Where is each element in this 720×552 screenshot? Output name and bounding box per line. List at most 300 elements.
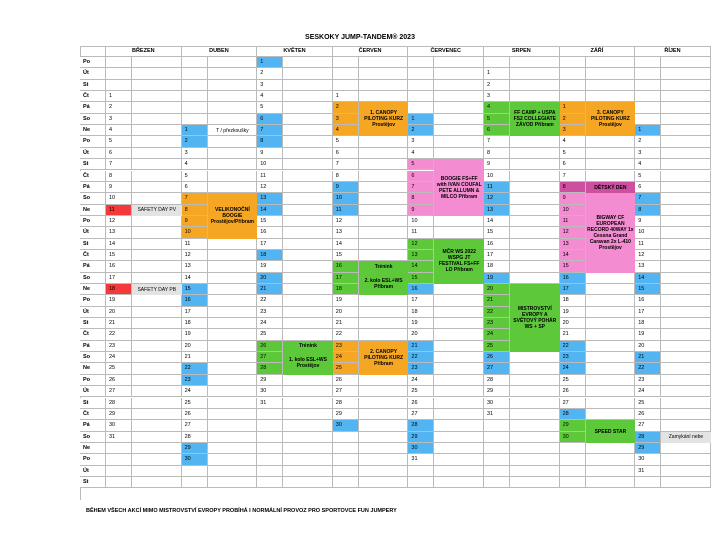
day-number-cell — [257, 454, 283, 465]
event-cell — [661, 363, 711, 374]
event-cell — [283, 250, 333, 261]
day-number: 25 — [333, 363, 359, 374]
day-number: 4 — [408, 148, 434, 159]
weekday-label: Pá — [80, 102, 106, 113]
day-number: 4 — [257, 91, 283, 102]
day-number-cell — [635, 114, 661, 125]
event-cell — [208, 341, 258, 352]
day-number-cell — [257, 443, 283, 454]
event-cell — [661, 193, 711, 204]
day-number-cell — [484, 454, 510, 465]
event-cell — [510, 386, 560, 397]
event-cell — [510, 363, 560, 374]
day-number: 2 — [106, 102, 132, 113]
event-cell — [510, 148, 560, 159]
day-number: 5 — [182, 171, 208, 182]
event-cell — [208, 352, 258, 363]
weekday-label: Pá — [80, 341, 106, 352]
weekday-label: St — [80, 80, 106, 91]
day-number: 26 — [106, 375, 132, 386]
day-number: 30 — [635, 454, 661, 465]
day-number: 16 — [333, 261, 359, 272]
event-cell — [208, 171, 258, 182]
day-number: 8 — [635, 205, 661, 216]
day-number: 4 — [484, 102, 510, 113]
day-number-cell — [408, 477, 434, 488]
event-cell — [661, 159, 711, 170]
event-block: VELIKONOČNÍ BOOGIE Prostějov/Příbram — [208, 193, 258, 238]
weekday-label: St — [80, 477, 106, 488]
event-block: FF CAMP + USPA FS2 COLLEGIATE ZÁVOD Příbram — [510, 102, 560, 136]
event-cell — [661, 261, 711, 272]
event-cell — [208, 329, 258, 340]
day-number: 5 — [560, 148, 586, 159]
day-number-cell — [257, 409, 283, 420]
event-cell — [132, 148, 182, 159]
day-number: 30 — [484, 398, 510, 409]
day-number: 1 — [560, 102, 586, 113]
day-number-cell — [560, 57, 586, 68]
event-cell — [359, 386, 409, 397]
weekday-label: Út — [80, 307, 106, 318]
day-number: 3 — [257, 80, 283, 91]
day-number: 6 — [635, 182, 661, 193]
footer-note: BĚHEM VŠECH AKCÍ MIMO MISTROVSTVÍ EVROPY PROBÍHÁ I NORMÁLNÍ PROVOZ PRO SPORTOVCE FUN JUMPERY — [86, 508, 397, 514]
day-number-cell — [635, 477, 661, 488]
day-number-cell — [182, 477, 208, 488]
day-number: 9 — [635, 216, 661, 227]
day-number: 21 — [635, 352, 661, 363]
event-cell — [661, 420, 711, 431]
day-number: 5 — [484, 114, 510, 125]
day-number: 18 — [560, 295, 586, 306]
weekday-label: Út — [80, 227, 106, 238]
event-cell — [586, 341, 636, 352]
day-number: 19 — [182, 329, 208, 340]
day-number: 13 — [257, 193, 283, 204]
weekday-label: St — [80, 398, 106, 409]
day-number: 2 — [333, 102, 359, 113]
event-cell — [434, 318, 484, 329]
day-number: 1 — [257, 57, 283, 68]
event-cell — [132, 91, 182, 102]
event-cell — [586, 318, 636, 329]
event-block: 1. kolo ESL+WS Prostějov — [283, 352, 333, 375]
day-number: 18 — [408, 307, 434, 318]
weekday-label: Čt — [80, 409, 106, 420]
day-number: 12 — [257, 182, 283, 193]
event-cell — [586, 454, 636, 465]
day-number-cell — [484, 443, 510, 454]
day-number: 15 — [484, 227, 510, 238]
event-block: 2. kolo ESL+WS Příbram — [359, 273, 409, 296]
day-number: 7 — [182, 193, 208, 204]
day-number: 13 — [182, 261, 208, 272]
day-number: 25 — [560, 375, 586, 386]
day-number: 6 — [333, 148, 359, 159]
day-number: 14 — [635, 273, 661, 284]
day-number: 4 — [182, 159, 208, 170]
event-cell — [132, 443, 182, 454]
day-number: 3 — [408, 136, 434, 147]
day-number: 5 — [635, 171, 661, 182]
event-cell — [359, 80, 409, 91]
event-cell — [283, 114, 333, 125]
event-cell — [510, 375, 560, 386]
event-cell — [434, 443, 484, 454]
month-header: ZÁŘÍ — [560, 46, 636, 57]
day-number-cell — [333, 443, 359, 454]
day-number: 12 — [333, 216, 359, 227]
day-number-cell — [182, 57, 208, 68]
day-number: 20 — [635, 341, 661, 352]
day-number: 28 — [484, 375, 510, 386]
day-number: 24 — [560, 363, 586, 374]
day-number: 23 — [408, 363, 434, 374]
day-number: 9 — [560, 193, 586, 204]
event-cell — [132, 125, 182, 136]
month-header: ČERVENEC — [408, 46, 484, 57]
day-number: 4 — [560, 136, 586, 147]
event-cell — [359, 91, 409, 102]
day-number: 22 — [106, 329, 132, 340]
day-number: 31 — [635, 466, 661, 477]
event-cell — [132, 68, 182, 79]
day-number: 4 — [333, 125, 359, 136]
event-cell — [510, 68, 560, 79]
day-number: 17 — [484, 250, 510, 261]
day-number: 31 — [257, 398, 283, 409]
day-number: 1 — [484, 68, 510, 79]
day-number: 11 — [484, 182, 510, 193]
day-number: 16 — [484, 239, 510, 250]
event-cell — [283, 477, 333, 488]
event-cell — [283, 80, 333, 91]
day-number: 7 — [257, 125, 283, 136]
event-cell — [586, 329, 636, 340]
day-number: 22 — [333, 329, 359, 340]
event-cell — [283, 239, 333, 250]
event-cell — [208, 91, 258, 102]
day-number: 20 — [106, 307, 132, 318]
event-cell — [132, 477, 182, 488]
day-number: 7 — [333, 159, 359, 170]
day-number-cell — [106, 68, 132, 79]
event-cell — [132, 182, 182, 193]
event-cell — [132, 466, 182, 477]
event-cell — [283, 227, 333, 238]
day-number-cell — [333, 68, 359, 79]
event-cell — [586, 443, 636, 454]
event-cell — [661, 386, 711, 397]
event-cell — [132, 102, 182, 113]
event-cell — [661, 443, 711, 454]
day-number: 30 — [182, 454, 208, 465]
day-number: 22 — [257, 295, 283, 306]
weekday-label: Ne — [80, 125, 106, 136]
event-cell — [434, 91, 484, 102]
day-number: 4 — [635, 159, 661, 170]
event-cell — [132, 375, 182, 386]
day-number: 29 — [257, 375, 283, 386]
event-cell — [586, 171, 636, 182]
day-number: 15 — [560, 261, 586, 272]
day-number: 12 — [182, 250, 208, 261]
day-number: 13 — [560, 239, 586, 250]
event-cell — [283, 205, 333, 216]
day-number: 29 — [333, 409, 359, 420]
event-cell — [132, 57, 182, 68]
event-cell — [586, 398, 636, 409]
event-cell — [510, 57, 560, 68]
day-number: 19 — [408, 318, 434, 329]
event-cell — [283, 261, 333, 272]
event-cell — [283, 409, 333, 420]
event-cell — [283, 216, 333, 227]
day-number: 2 — [257, 68, 283, 79]
day-number: 2 — [635, 136, 661, 147]
event-cell — [661, 125, 711, 136]
day-number: 9 — [257, 148, 283, 159]
event-cell — [208, 307, 258, 318]
weekday-label: Po — [80, 454, 106, 465]
day-number-cell — [408, 102, 434, 113]
weekday-label: St — [80, 159, 106, 170]
day-number: 16 — [408, 284, 434, 295]
day-number-cell — [484, 477, 510, 488]
day-number: 16 — [560, 273, 586, 284]
day-number: 28 — [560, 409, 586, 420]
weekday-label: Po — [80, 375, 106, 386]
event-cell — [586, 273, 636, 284]
day-number: 2 — [408, 125, 434, 136]
event-cell — [586, 284, 636, 295]
event-cell — [510, 477, 560, 488]
event-cell — [359, 432, 409, 443]
day-number: 1 — [408, 114, 434, 125]
event-block: SAFETY DAY PB — [132, 284, 182, 295]
event-cell — [586, 295, 636, 306]
day-number: 24 — [257, 318, 283, 329]
day-number: 21 — [182, 352, 208, 363]
day-number: 7 — [635, 193, 661, 204]
day-number: 20 — [484, 284, 510, 295]
weekday-label: Ne — [80, 443, 106, 454]
event-cell — [359, 295, 409, 306]
day-number: 19 — [484, 273, 510, 284]
event-cell — [132, 250, 182, 261]
day-number: 9 — [333, 182, 359, 193]
event-cell — [434, 420, 484, 431]
day-number: 1 — [106, 91, 132, 102]
event-cell — [434, 80, 484, 91]
weekday-label: Po — [80, 136, 106, 147]
weekday-label: Čt — [80, 91, 106, 102]
day-number-cell — [257, 477, 283, 488]
event-cell — [434, 329, 484, 340]
event-cell — [208, 386, 258, 397]
event-cell — [510, 227, 560, 238]
event-cell — [359, 57, 409, 68]
event-cell — [434, 432, 484, 443]
event-cell — [434, 295, 484, 306]
day-number: 1 — [635, 125, 661, 136]
event-cell — [132, 239, 182, 250]
event-cell — [586, 466, 636, 477]
event-cell — [283, 57, 333, 68]
day-number: 14 — [333, 239, 359, 250]
event-cell — [283, 443, 333, 454]
event-cell — [434, 57, 484, 68]
day-number: 30 — [408, 443, 434, 454]
day-number: 16 — [257, 227, 283, 238]
day-number: 19 — [257, 261, 283, 272]
day-number-cell — [333, 454, 359, 465]
weekday-label: Po — [80, 295, 106, 306]
event-cell — [661, 273, 711, 284]
event-cell — [208, 409, 258, 420]
day-number: 12 — [484, 193, 510, 204]
event-cell — [359, 182, 409, 193]
event-cell — [510, 261, 560, 272]
day-number-cell — [333, 432, 359, 443]
day-number: 27 — [484, 363, 510, 374]
event-cell — [661, 136, 711, 147]
event-cell — [208, 318, 258, 329]
event-cell — [661, 318, 711, 329]
event-cell — [661, 91, 711, 102]
day-number: 13 — [106, 227, 132, 238]
day-number: 14 — [408, 261, 434, 272]
weekday-label: Pá — [80, 420, 106, 431]
day-number: 16 — [106, 261, 132, 272]
event-cell — [359, 375, 409, 386]
event-block: SPEED STAR — [586, 420, 636, 443]
event-cell — [132, 432, 182, 443]
event-cell — [208, 295, 258, 306]
event-cell — [661, 171, 711, 182]
event-cell — [359, 227, 409, 238]
event-cell — [283, 125, 333, 136]
day-number: 29 — [106, 409, 132, 420]
day-number: 2 — [182, 136, 208, 147]
event-cell — [586, 91, 636, 102]
weekday-label: So — [80, 193, 106, 204]
event-block: Zamykání nebe — [661, 432, 711, 443]
event-cell — [434, 409, 484, 420]
event-cell — [661, 477, 711, 488]
event-cell — [132, 136, 182, 147]
day-number: 3 — [560, 125, 586, 136]
event-cell — [283, 454, 333, 465]
day-number: 7 — [560, 171, 586, 182]
month-header: KVĚTEN — [257, 46, 333, 57]
day-number: 11 — [560, 216, 586, 227]
event-cell — [283, 420, 333, 431]
event-cell — [434, 148, 484, 159]
event-cell — [510, 193, 560, 204]
event-cell — [208, 375, 258, 386]
day-number: 7 — [106, 159, 132, 170]
day-number: 9 — [484, 159, 510, 170]
day-number: 22 — [560, 341, 586, 352]
day-number: 14 — [182, 273, 208, 284]
day-number: 29 — [484, 386, 510, 397]
event-cell — [208, 136, 258, 147]
event-cell — [586, 409, 636, 420]
day-number: 8 — [106, 171, 132, 182]
event-cell — [661, 68, 711, 79]
event-cell — [359, 250, 409, 261]
event-cell — [283, 148, 333, 159]
event-block: MISTROVSTVÍ EVROPY A SVĚTOVÝ POHÁR WS + SP — [510, 284, 560, 352]
day-number: 18 — [182, 318, 208, 329]
day-number: 19 — [106, 295, 132, 306]
event-cell — [359, 307, 409, 318]
day-number: 6 — [257, 114, 283, 125]
event-cell — [283, 171, 333, 182]
event-cell — [661, 102, 711, 113]
event-cell — [359, 216, 409, 227]
day-number: 29 — [635, 443, 661, 454]
event-cell — [208, 250, 258, 261]
day-number: 14 — [484, 216, 510, 227]
day-number: 23 — [106, 341, 132, 352]
event-cell — [510, 409, 560, 420]
event-cell — [283, 307, 333, 318]
event-cell — [359, 318, 409, 329]
event-cell — [283, 329, 333, 340]
event-cell — [510, 432, 560, 443]
event-cell — [661, 57, 711, 68]
event-cell — [132, 307, 182, 318]
event-cell — [283, 318, 333, 329]
day-number: 22 — [484, 307, 510, 318]
day-number: 14 — [106, 239, 132, 250]
event-cell — [283, 102, 333, 113]
day-number: 30 — [333, 420, 359, 431]
day-number: 13 — [484, 205, 510, 216]
event-cell — [586, 57, 636, 68]
day-number: 16 — [182, 295, 208, 306]
event-cell — [283, 91, 333, 102]
event-cell — [132, 216, 182, 227]
day-number: 26 — [257, 341, 283, 352]
day-number: 10 — [333, 193, 359, 204]
day-number: 28 — [333, 398, 359, 409]
event-block: Trénink — [359, 261, 409, 272]
day-number: 12 — [408, 239, 434, 250]
day-number: 11 — [106, 205, 132, 216]
day-number: 13 — [333, 227, 359, 238]
event-cell — [359, 159, 409, 170]
day-number: 17 — [333, 273, 359, 284]
event-cell — [510, 273, 560, 284]
event-cell — [359, 205, 409, 216]
event-cell — [208, 443, 258, 454]
day-number: 18 — [333, 284, 359, 295]
day-number: 27 — [257, 352, 283, 363]
event-cell — [208, 273, 258, 284]
event-cell — [132, 341, 182, 352]
day-number-cell — [257, 432, 283, 443]
day-number: 9 — [408, 205, 434, 216]
day-number-cell — [408, 68, 434, 79]
event-block: BIGWAY CF EUROPEAN RECORD 40WAY 1x Cessna Grand Caravan 2x L-410 Prostějov — [586, 193, 636, 272]
day-number: 11 — [182, 239, 208, 250]
event-cell — [661, 284, 711, 295]
event-cell — [359, 329, 409, 340]
